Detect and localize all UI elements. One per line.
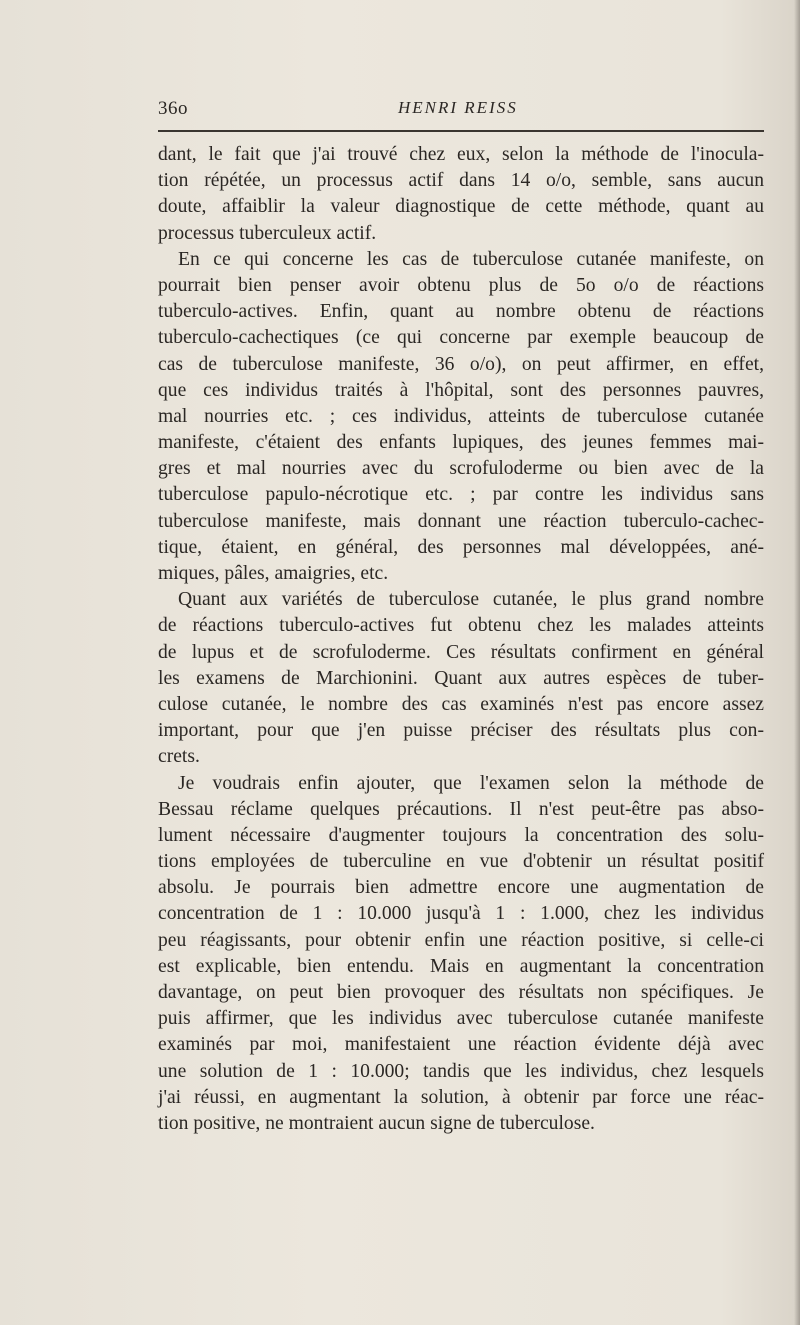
text-line: tion répétée, un processus actif dans 14 o/o, semble, sans aucun bbox=[158, 170, 764, 192]
text-line: tion positive, ne montraient aucun signe de tuberculose. bbox=[158, 1112, 595, 1134]
text-line: tique, étaient, en général, des personnes mal développées, ané- bbox=[158, 536, 764, 558]
text-line: de lupus et de scrofuloderme. Ces résultats confirment en général bbox=[158, 641, 764, 663]
header-rule bbox=[158, 130, 764, 132]
text-line: tions employées de tuberculine en vue d'obtenir un résultat positif bbox=[158, 851, 764, 873]
text-line: crets. bbox=[158, 746, 200, 768]
body-text bbox=[158, 142, 764, 1137]
text-line: une solution de 1 : 10.000; tandis que les individus, chez lesquels bbox=[158, 1060, 764, 1082]
text-line: En ce qui concerne les cas de tuberculose cutanée manifeste, on bbox=[178, 248, 764, 270]
text-line: gres et mal nourries avec du scrofuloderme ou bien avec de la bbox=[158, 458, 764, 480]
text-line: davantage, on peut bien provoquer des résultats non spécifiques. Je bbox=[158, 982, 764, 1003]
text-line: doute, affaiblir la valeur diagnostique de cette méthode, quant au bbox=[158, 196, 764, 218]
text-line: processus tuberculeux actif. bbox=[158, 222, 377, 244]
text-line: puis affirmer, que les individus avec tuberculose cutanée manifeste bbox=[158, 1008, 764, 1030]
page-edge-shadow bbox=[794, 0, 800, 1325]
page-header bbox=[158, 96, 764, 122]
text-line: tuberculose papulo-nécrotique etc. ; par contre les individus sans bbox=[158, 484, 764, 506]
text-line: que ces individus traités à l'hôpital, sont des personnes pauvres, bbox=[158, 379, 764, 401]
text-line: dant, le fait que j'ai trouvé chez eux, selon la méthode de l'inocula- bbox=[158, 144, 764, 165]
text-line: peu réagissants, pour obtenir enfin une réaction positive, si celle-ci bbox=[158, 929, 764, 951]
text-line: manifeste, c'étaient des enfants lupiques, des jeunes femmes mai- bbox=[158, 432, 764, 454]
text-line: Bessau réclame quelques précautions. Il n'est peut-être pas abso- bbox=[158, 798, 764, 820]
text-line: Je voudrais enfin ajouter, que l'examen selon la méthode de bbox=[178, 772, 764, 794]
running-head: HENRI REISS bbox=[398, 98, 518, 117]
text-line: culose cutanée, le nombre des cas examinés n'est pas encore assez bbox=[158, 693, 764, 715]
text-line: tuberculo-actives. Enfin, quant au nombre obtenu de réactions bbox=[158, 301, 764, 323]
text-line: cas de tuberculose manifeste, 36 o/o), on peut affirmer, en effet, bbox=[158, 353, 764, 375]
text-line: de réactions tuberculo-actives fut obtenu chez les malades atteints bbox=[158, 615, 764, 637]
text-line: les examens de Marchionini. Quant aux autres espèces de tuber- bbox=[158, 667, 764, 689]
text-line: lument nécessaire d'augmenter toujours la concentration des solu- bbox=[158, 824, 764, 846]
text-line: tuberculo-cachectiques (ce qui concerne par exemple beaucoup de bbox=[158, 327, 764, 349]
text-line: mal nourries etc. ; ces individus, atteints de tuberculose cutanée bbox=[158, 405, 764, 427]
page-number: 36o bbox=[158, 98, 188, 119]
text-line: tuberculose manifeste, mais donnant une réaction tuberculo-cachec- bbox=[158, 510, 764, 532]
text-line: examinés par moi, manifestaient une réaction évidente déjà avec bbox=[158, 1034, 764, 1056]
text-line: pourrait bien penser avoir obtenu plus de 5o o/o de réactions bbox=[158, 274, 764, 296]
text-line: concentration de 1 : 10.000 jusqu'à 1 : 1.000, chez les individus bbox=[158, 903, 764, 925]
text-line: Quant aux variétés de tuberculose cutanée, le plus grand nombre bbox=[178, 589, 764, 611]
text-line: absolu. Je pourrais bien admettre encore une augmentation de bbox=[158, 877, 764, 899]
text-line: j'ai réussi, en augmentant la solution, à obtenir par force une réac- bbox=[158, 1086, 764, 1108]
text-line: important, pour que j'en puisse préciser des résultats plus con- bbox=[158, 720, 764, 742]
text-line: est explicable, bien entendu. Mais en augmentant la concentration bbox=[158, 955, 764, 977]
text-line: miques, pâles, amaigries, etc. bbox=[158, 563, 389, 584]
